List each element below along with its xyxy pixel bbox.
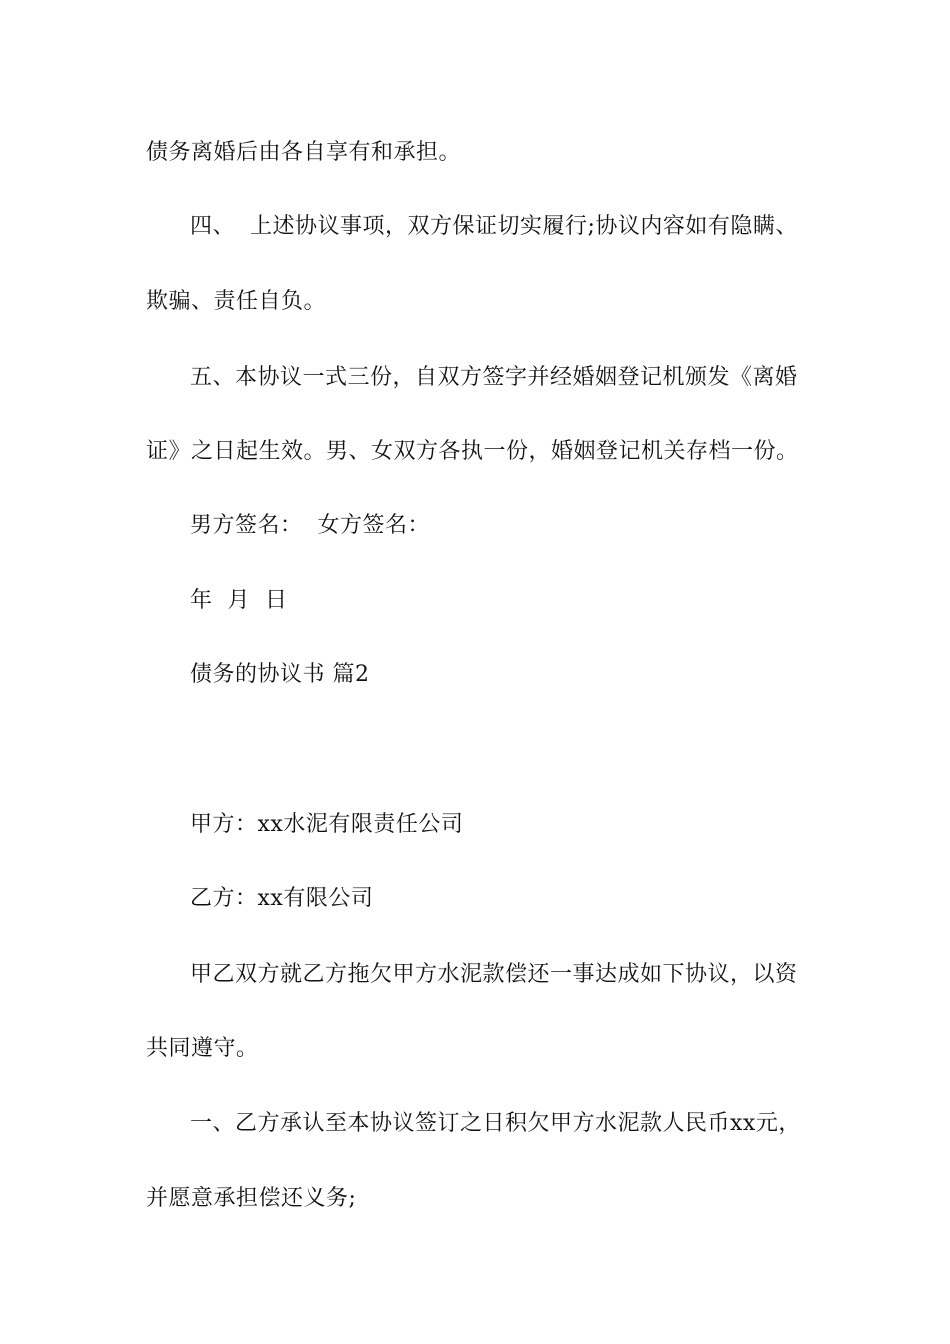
text-line-signatures: 男方签名： 女方签名： (190, 513, 430, 538)
text-line-clause-five: 五、本协议一式三份，自双方签字并经婚姻登记机颁发《离婚 (190, 365, 798, 390)
text-line-clause-five-cont: 证》之日起生效。男、女双方各执一份，婚姻登记机关存档一份。 (146, 439, 799, 464)
text-line-clause-one: 一、乙方承认至本协议签订之日积欠甲方水泥款人民币xx元， (190, 1111, 801, 1136)
text-line-agreement-intro-cont: 共同遵守。 (146, 1036, 259, 1061)
text-line-agreement-intro: 甲乙双方就乙方拖欠甲方水泥款偿还一事达成如下协议，以资 (190, 962, 798, 987)
text-line-clause-four: 四、 上述协议事项，双方保证切实履行;协议内容如有隐瞒、 (190, 214, 798, 239)
text-line-clause-four-cont: 欺骗、责任自负。 (146, 289, 327, 314)
section-heading-part-2: 债务的协议书 篇2 (190, 662, 370, 687)
text-line-party-b: 乙方：xx有限公司 (190, 886, 374, 911)
text-line-clause-one-cont: 并愿意承担偿还义务; (146, 1186, 357, 1211)
text-line-debt-after-divorce: 债务离婚后由各自享有和承担。 (146, 140, 462, 165)
text-line-date: 年 月 日 (190, 588, 288, 613)
text-line-party-a: 甲方：xx水泥有限责任公司 (190, 812, 464, 837)
